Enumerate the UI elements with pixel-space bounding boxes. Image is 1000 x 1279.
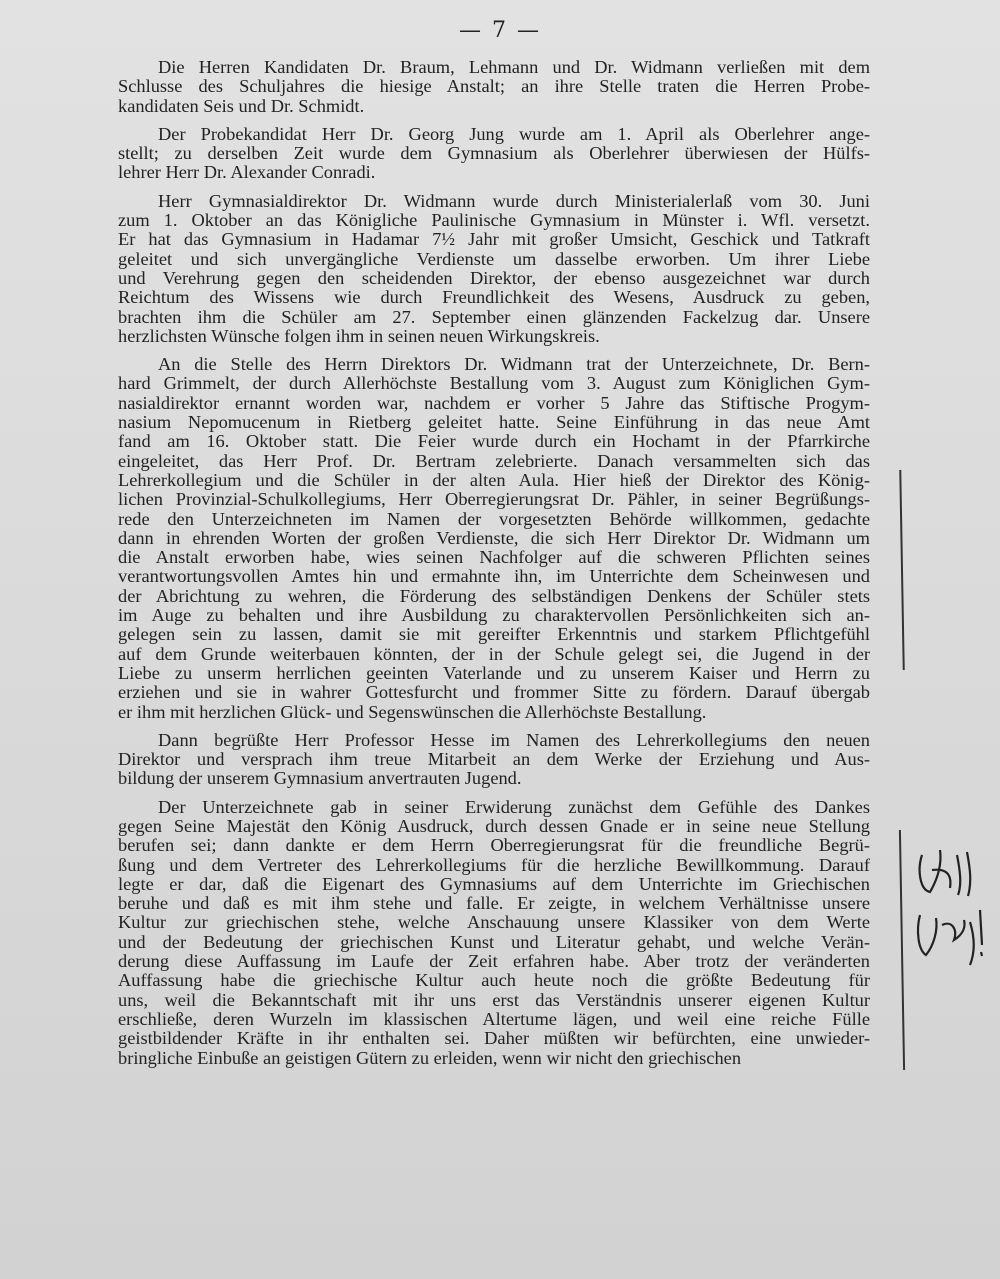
text-line: Der Unterzeichnete gab in seiner Erwiderung zunächst dem Gefühle des Dankes — [158, 796, 870, 817]
text-line: bildung der unserem Gymnasium anvertrauten Jugend. — [118, 768, 522, 789]
text-line: eingeleitet, das Herr Prof. Dr. Bertram zelebrierte. Danach versammelten sich das — [118, 450, 870, 471]
text-line: der Abrichtung zu wehren, die Förderung des selbständigen Denkens der Schüler stets — [118, 585, 870, 606]
text-line: kandidaten Seis und Dr. Schmidt. — [118, 95, 365, 116]
text-line: Kultur zur griechischen stehe, welche Anschauung unsere Klassiker von dem Werte — [118, 912, 870, 933]
text-line: Lehrerkollegium und die Schüler in der alten Aula. Hier hieß der Direktor des König- — [118, 469, 870, 490]
text-line: berufen sei; dann dankte er dem Herrn Oberregierungsrat für die freundliche Begrü- — [118, 835, 870, 856]
text-line: dann in ehrenden Worten der großen Verdienste, die sich Herr Direktor Dr. Widmann um — [118, 527, 870, 548]
text-line: Schlusse des Schuljahres die hiesige Anstalt; an ihre Stelle traten die Herren Probe- — [118, 76, 870, 97]
text-line: hard Grimmelt, der durch Allerhöchste Bestallung vom 3. August zum Königlichen Gym- — [118, 373, 870, 394]
text-line: und der Bedeutung der griechischen Kunst und Literatur gehabt, und welche Verän- — [118, 931, 870, 952]
text-line: Der Probekandidat Herr Dr. Georg Jung wurde am 1. April als Oberlehrer ange- — [158, 123, 870, 144]
text-line: und Verehrung gegen den scheidenden Direktor, der ebenso ausgezeichnet war durch — [118, 267, 870, 288]
text-line: er ihm mit herzlichen Glück- und Segenswünschen die Allerhöchste Bestallung. — [118, 701, 707, 722]
text-line: nasialdirektor ernannt worden war, nachdem er vorher 5 Jahre das Stiftische Progym- — [118, 392, 870, 413]
text-line: gegen Seine Majestät den König Ausdruck, durch dessen Gnade er in seine neue Stellung — [118, 815, 870, 836]
text-line: derung diese Auffassung im Laufe der Zeit erfahren habe. Aber trotz der veränderten — [118, 951, 870, 972]
paragraph — [118, 58, 870, 116]
text-line: herzlichsten Wünsche folgen ihm in seinen neuen Wirkungskreis. — [118, 325, 600, 346]
paragraph — [118, 731, 870, 789]
text-line: Er hat das Gymnasium in Hadamar 7½ Jahr mit großer Umsicht, Geschick und Tatkraft — [118, 229, 870, 250]
page-number: — 7 — — [459, 18, 541, 43]
paragraph — [118, 798, 870, 1068]
margin-mark-line — [899, 830, 905, 1070]
text-line: An die Stelle des Herrn Direktors Dr. Widmann trat der Unterzeichnete, Dr. Bern- — [158, 354, 870, 375]
text-line: Auffassung habe die griechische Kultur auch heute noch die größte Bedeutung für — [118, 970, 870, 991]
text-line: lichen Provinzial-Schulkollegiums, Herr Oberregierungsrat Dr. Pähler, in seiner Begrüßungs- — [118, 489, 870, 510]
text-line: Direktor und versprach ihm treue Mitarbeit an dem Werke der Erziehung und Aus- — [118, 749, 870, 770]
paragraph — [118, 125, 870, 183]
text-line: beruhe und daß es mit ihm stehe und falle. Er zeigte, in welchem Verhältnisse unsere — [118, 893, 870, 914]
text-line: Dann begrüßte Herr Professor Hesse im Namen des Lehrerkollegiums den neuen — [158, 729, 870, 750]
text-line: geleitet und sich unvergängliche Verdienste um dasselbe erworben. Um ihrer Liebe — [118, 248, 870, 269]
text-line: gelegen sein zu lassen, damit sie mit gereifter Erkenntnis und starkem Pflichtgefühl — [118, 624, 870, 645]
text-line: lehrer Herr Dr. Alexander Conradi. — [118, 162, 376, 183]
text-line: brachten ihm die Schüler am 27. September einen glänzenden Fackelzug dar. Unsere — [118, 306, 870, 327]
paragraph — [118, 355, 870, 722]
text-line: auf dem Grunde weiterbauen könnten, der in der Schule gelegt sei, die Jugend in der — [118, 643, 870, 664]
text-line: Die Herren Kandidaten Dr. Braum, Lehmann und Dr. Widmann verließen mit dem — [158, 57, 870, 77]
text-line: Herr Gymnasialdirektor Dr. Widmann wurde durch Ministerialerlaß vom 30. Juni — [158, 190, 870, 211]
body-text — [118, 58, 870, 1077]
text-line: bringliche Einbuße an geistigen Gütern zu erleiden, wenn wir nicht den griechischen — [118, 1047, 742, 1068]
text-line: die Anstalt erworben habe, wies seinen Nachfolger auf die schweren Pflichten seines — [118, 547, 870, 568]
text-line: erziehen und sie in wahrer Gottesfurcht und frommer Sitte zu fördern. Darauf übergab — [118, 682, 870, 703]
text-line: im Auge zu behalten und ihre Ausbildung zu charaktervollen Persönlichkeiten sich an- — [118, 605, 870, 626]
text-line: Reichtum des Wissens wie durch Freundlichkeit des Wesens, Ausdruck zu geben, — [118, 287, 870, 308]
text-line: stellt; zu derselben Zeit wurde dem Gymnasium als Oberlehrer überwiesen der Hülfs- — [118, 143, 870, 164]
text-line: zum 1. Oktober an das Königliche Paulinische Gymnasium in Münster i. Wfl. versetzt. — [118, 210, 870, 231]
text-line: Liebe zu unserm herrlichen geeinten Vaterlande und zu unserem Kaiser und Herrn zu — [118, 662, 870, 683]
margin-mark-line — [899, 470, 904, 670]
text-line: fand am 16. Oktober statt. Die Feier wurde durch ein Hochamt in der Pfarrkirche — [118, 431, 870, 452]
text-line: uns, weil die Bekanntschaft mit ihr uns erst das Verständnis unserer eigenen Kultur — [118, 989, 870, 1010]
text-line: nasium Nepomucenum in Rietberg geleitet hatte. Seine Einführung in das neue Amt — [118, 412, 870, 433]
text-line: ßung und dem Vertreter des Lehrerkollegiums für die herzliche Bewillkommung. Darauf — [118, 854, 870, 875]
text-line: rede den Unterzeichneten im Namen der vorgesetzten Behörde willkommen, gedachte — [118, 508, 870, 529]
paragraph — [118, 192, 870, 346]
text-line: erschließe, deren Wurzeln im klassischen Altertume lägen, und weil eine reiche Fülle — [118, 1008, 870, 1029]
text-line: verantwortungsvollen Amtes hin und ermahnte ihn, im Unterrichte dem Scheinwesen und — [118, 566, 870, 587]
text-line: legte er dar, daß die Eigenart des Gymnasiums auf dem Unterrichte im Griechischen — [118, 873, 870, 894]
handwritten-annotation — [912, 840, 992, 980]
text-line: geistbildender Kräfte in ihr enthalten sei. Daher müßten wir befürchten, eine unwieder- — [118, 1028, 870, 1049]
